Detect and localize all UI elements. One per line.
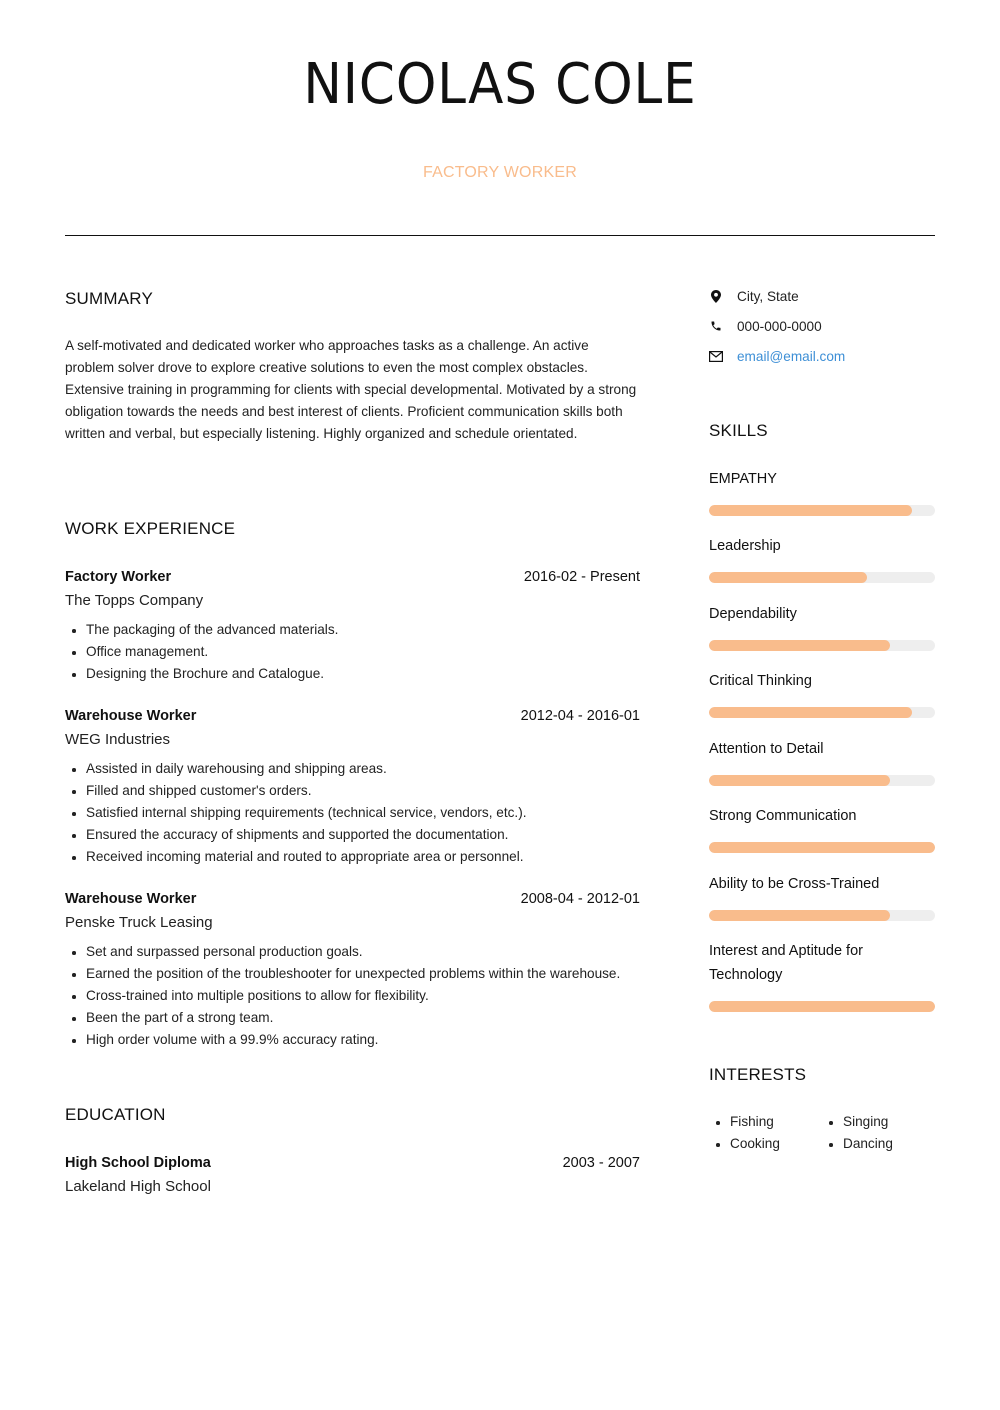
job-bullet: High order volume with a 99.9% accuracy rating.: [65, 1029, 640, 1051]
job-bullets: [65, 758, 640, 868]
location-text: City, State: [737, 288, 799, 304]
skill-bar: [709, 707, 935, 718]
skill-bar: [709, 842, 935, 853]
map-pin-icon: [709, 289, 723, 303]
skill-label: Critical Thinking: [709, 673, 812, 689]
skill-bar: [709, 640, 935, 651]
education-entry: [65, 1151, 640, 1199]
candidate-name: NICOLAS COLE: [303, 52, 697, 117]
education-degree: High School Diploma: [65, 1155, 211, 1171]
job-bullet: Filled and shipped customer's orders.: [65, 780, 640, 802]
skill-bar-fill: [709, 775, 890, 786]
job-bullet: The packaging of the advanced materials.: [65, 619, 640, 641]
contact-location: [709, 286, 935, 306]
job-bullet: Been the part of a strong team.: [65, 1007, 640, 1029]
skill-label: Ability to be Cross-Trained: [709, 876, 880, 892]
job-entry: [65, 887, 640, 1051]
education-school: Lakeland High School: [65, 1178, 211, 1195]
interests-list: [709, 1111, 935, 1155]
job-bullets: [65, 941, 640, 1051]
job-title: FACTORY WORKER: [423, 164, 577, 181]
skill-bar-fill: [709, 505, 912, 516]
work-experience-heading: WORK EXPERIENCE: [65, 519, 236, 538]
job-date: 2016-02 - Present: [523, 569, 640, 585]
phone-icon: [709, 319, 723, 333]
education-date: 2003 - 2007: [562, 1155, 640, 1171]
job-company: WEG Industries: [65, 731, 171, 748]
skill-bar-fill: [709, 640, 890, 651]
job-role: Warehouse Worker: [65, 708, 197, 724]
interest-item: Singing: [822, 1111, 935, 1133]
job-entry: [65, 704, 640, 868]
job-company: Penske Truck Leasing: [65, 914, 213, 931]
skill-label: Attention to Detail: [709, 741, 824, 757]
skills-heading: SKILLS: [709, 421, 768, 440]
phone-text: 000-000-0000: [737, 318, 822, 334]
job-entry: [65, 565, 640, 685]
skill-bar: [709, 1001, 935, 1012]
job-date: 2012-04 - 2016-01: [520, 708, 640, 724]
skill-bar-fill: [709, 1001, 935, 1012]
skill-bar: [709, 572, 935, 583]
job-bullet: Satisfied internal shipping requirements (technical service, vendors, etc.).: [65, 802, 640, 824]
job-bullet: Office management.: [65, 641, 640, 663]
envelope-icon: [709, 349, 723, 363]
skill-label: Interest and Aptitude for Technology: [709, 943, 863, 983]
job-bullet: Set and surpassed personal production goals.: [65, 941, 640, 963]
job-bullet: Ensured the accuracy of shipments and supported the documentation.: [65, 824, 640, 846]
job-role: Warehouse Worker: [65, 891, 197, 907]
skill-bar: [709, 775, 935, 786]
skill-bar: [709, 505, 935, 516]
job-company: The Topps Company: [65, 592, 204, 609]
email-link[interactable]: email@email.com: [737, 348, 846, 364]
skill-bar-fill: [709, 910, 890, 921]
summary-heading: SUMMARY: [65, 289, 153, 308]
interests-heading: INTERESTS: [709, 1065, 807, 1084]
skill-label: Dependability: [709, 606, 797, 622]
job-bullet: Cross-trained into multiple positions to allow for flexibility.: [65, 985, 640, 1007]
job-bullet: Assisted in daily warehousing and shipping areas.: [65, 758, 640, 780]
contact-phone: [709, 316, 935, 336]
skill-label: EMPATHY: [709, 471, 777, 487]
interest-item: Cooking: [709, 1133, 822, 1155]
skill-bar: [709, 910, 935, 921]
contact-email: [709, 346, 935, 366]
skill-label: Leadership: [709, 538, 781, 554]
job-bullets: [65, 619, 640, 685]
job-role: Factory Worker: [65, 569, 172, 585]
skill-bar-fill: [709, 707, 912, 718]
job-bullet: Received incoming material and routed to appropriate area or personnel.: [65, 846, 640, 868]
job-bullet: Earned the position of the troubleshooter for unexpected problems within the warehouse.: [65, 963, 640, 985]
skill-bar-fill: [709, 842, 935, 853]
job-date: 2008-04 - 2012-01: [520, 891, 640, 907]
skill-label: Strong Communication: [709, 808, 857, 824]
summary-text: A self-motivated and dedicated worker who approaches tasks as a challenge. An active problem solver drove to explore creative solutions to even the most complex obstacles. Extensive training in programming for clients with special developmental. Motivated by a strong obligation towards the needs and best interest of clients. Proficient communication skills both written and verbal, but especially listening. Highly organized and schedule orientated.: [65, 338, 637, 441]
header-divider: [65, 235, 935, 236]
interest-item: Dancing: [822, 1133, 935, 1155]
skill-bar-fill: [709, 572, 867, 583]
education-heading: EDUCATION: [65, 1105, 166, 1124]
job-bullet: Designing the Brochure and Catalogue.: [65, 663, 640, 685]
interest-item: Fishing: [709, 1111, 822, 1133]
